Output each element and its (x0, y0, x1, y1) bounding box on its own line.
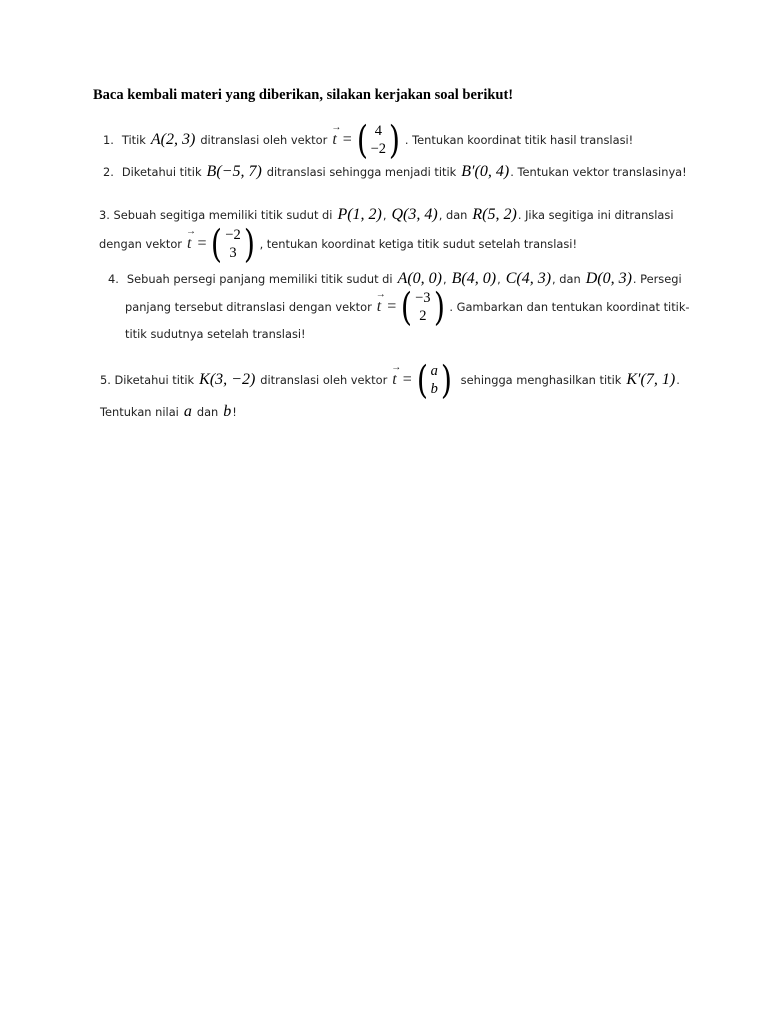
q4-number: 4. (108, 272, 119, 286)
q3-vector-top: −2 (225, 227, 241, 243)
q4-vector-t: → t (376, 298, 382, 316)
q5-point-k: K(3, −2) (199, 371, 256, 388)
q1-vector-bottom: −2 (370, 141, 387, 157)
q4-column-vector: ( −3 2 ) (401, 285, 445, 329)
q4-point-c: C(4, 3) (505, 270, 552, 287)
q4-point-b: B(4, 0) (451, 270, 497, 287)
question-5-line-1 (100, 358, 680, 402)
q5-text-1: 5. Diketahui titik (100, 373, 195, 387)
q2-text-3: . Tentukan vektor translasinya! (510, 165, 687, 179)
q3-column-vector: ( −2 3 ) (211, 222, 255, 266)
q3-point-r: R(5, 2) (472, 206, 517, 223)
q3-vector-t: → t (186, 235, 192, 253)
q5-vector-t: → t (391, 371, 397, 389)
q4-comma-1: , (443, 272, 447, 286)
q3-vector-bottom: 3 (229, 245, 237, 261)
q3-text-2: . Jika segitiga ini ditranslasi (517, 208, 674, 222)
q4-text-1: Sebuah persegi panjang memiliki titik sudut di (126, 272, 393, 286)
question-1 (103, 118, 634, 162)
q3-text-1: 3. Sebuah segitiga memiliki titik sudut di (99, 208, 333, 222)
q5-vector-bottom: b (430, 381, 438, 397)
question-4-line-3 (125, 327, 306, 341)
q5-text-2: ditranslasi oleh vektor (260, 373, 388, 387)
q5-var-a: a (183, 403, 192, 420)
q1-column-vector: ( 4 −2 ) (356, 118, 401, 162)
q2-point-b-prime: B′(0, 4) (461, 163, 510, 180)
q3-point-q: Q(3, 4) (391, 206, 438, 223)
q3-point-p: P(1, 2) (337, 206, 382, 223)
question-3-line-2 (99, 222, 578, 266)
q4-equals: = (387, 298, 397, 315)
q1-equals: = (342, 131, 352, 148)
q4-comma-2: , (497, 272, 501, 286)
q2-number: 2. (103, 165, 114, 179)
question-4-line-2 (125, 285, 690, 329)
instruction-heading: Baca kembali materi yang diberikan, silakan kerjakan soal berikut! (93, 87, 514, 103)
q1-point-a: A(2, 3) (150, 131, 196, 148)
q4-vector-bottom: 2 (419, 308, 427, 324)
q1-vector-t: → t (331, 131, 337, 149)
q3-text-4: , tentukan koordinat ketiga titik sudut setelah translasi! (259, 237, 578, 251)
q2-text-1: Diketahui titik (121, 165, 202, 179)
q5-text-5: dan (196, 405, 219, 419)
q3-text-3: dengan vektor (99, 237, 182, 251)
q2-point-b: B(−5, 7) (206, 163, 262, 180)
q3-equals: = (197, 235, 207, 252)
q1-text-2: ditranslasi oleh vektor (200, 133, 328, 147)
q3-and: , dan (438, 208, 468, 222)
q4-point-a: A(0, 0) (397, 270, 442, 287)
q5-column-vector: ( a b ) (416, 358, 452, 402)
q4-vector-top: −3 (415, 290, 431, 306)
q1-number: 1. (103, 133, 114, 147)
question-5-line-2 (100, 403, 237, 421)
q5-equals: = (402, 371, 412, 388)
q1-text-3: . Tentukan koordinat titik hasil translasi! (404, 133, 634, 147)
q5-period: . (676, 373, 680, 387)
q5-text-3: sehingga menghasilkan titik (460, 373, 622, 387)
q4-point-d: D(0, 3) (585, 270, 632, 287)
q3-comma-1: , (382, 208, 387, 222)
q4-text-5: titik sudutnya setelah translasi! (125, 327, 306, 341)
q5-point-k-prime: K′(7, 1) (626, 371, 676, 388)
q5-vector-top: a (430, 363, 438, 379)
q5-var-b: b (223, 403, 232, 420)
q5-text-6: ! (232, 405, 237, 419)
question-4-line-1 (108, 270, 682, 288)
q1-text-1: Titik (121, 133, 146, 147)
q4-text-4: . Gambarkan dan tentukan koordinat titik- (449, 300, 690, 314)
q4-text-2: . Persegi (632, 272, 682, 286)
question-2 (103, 163, 687, 181)
q4-and: , dan (552, 272, 581, 286)
q5-text-4: Tentukan nilai (100, 405, 179, 419)
q2-text-2: ditranslasi sehingga menjadi titik (266, 165, 457, 179)
q1-vector-top: 4 (374, 123, 382, 139)
q4-text-3: panjang tersebut ditranslasi dengan vektor (125, 300, 372, 314)
question-3-line-1 (99, 206, 673, 224)
